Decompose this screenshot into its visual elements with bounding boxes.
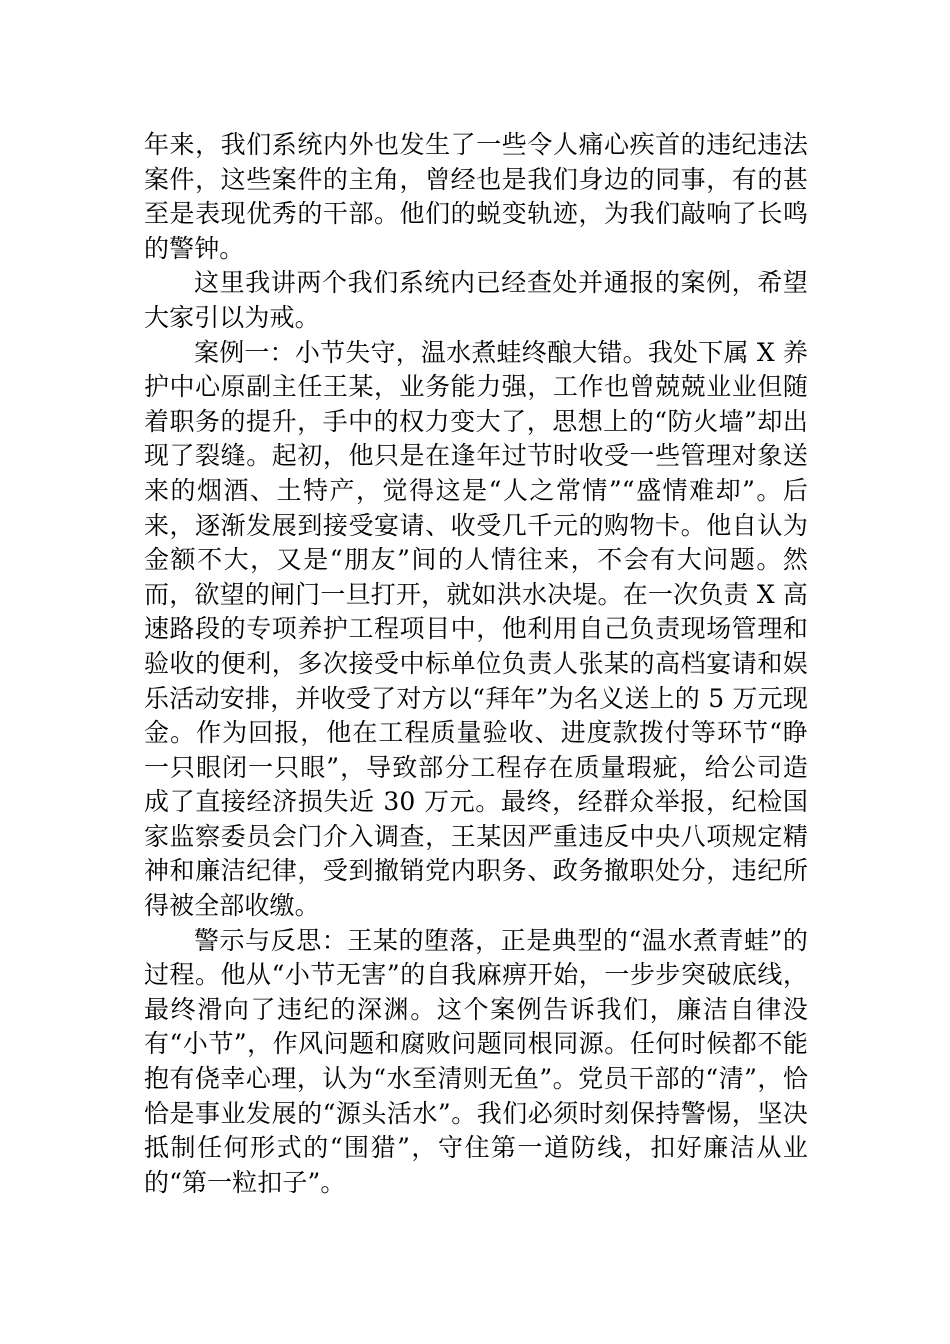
paragraph-case-intro: 这里我讲两个我们系统内已经查处并通报的案例，希望大家引以为戒。 — [144, 268, 808, 332]
paragraph-reflection: 警示与反思：王某的堕落，正是典型的“温水煮青蛙”的过程。他从“小节无害”的自我麻痹开始，一步步突破底线，最终滑向了违纪的深渊。这个案例告诉我们，廉洁自律没有“小节”，作风问题和腐败问题同根同源。任何时候都不能抱有侥幸心理，认为“水至清则无鱼”。党员干部的“清”，恰恰是事业发展的“源头活水”。我们必须时刻保持警惕，坚决抵制任何形式的“围猎”，守住第一道防线，扣好廉洁从业的“第一粒扣子”。 — [144, 925, 808, 1197]
document-body — [144, 128, 808, 1200]
paragraph-case-one: 案例一：小节失守，温水煮蛙终酿大错。我处下属 X 养护中心原副主任王某，业务能力强，工作也曾兢兢业业但随着职务的提升，手中的权力变大了，思想上的“防火墙”却出现了裂缝。起初，他只是在逢年过节时收受一些管理对象送来的烟酒、土特产，觉得这是“人之常情”“盛情难却”。后来，逐渐发展到接受宴请、收受几千元的购物卡。他自认为金额不大，又是“朋友”间的人情往来，不会有大问题。然而，欲望的闸门一旦打开，就如洪水决堤。在一次负责 X 高速路段的专项养护工程项目中，他利用自己负责现场管理和验收的便利，多次接受中标单位负责人张某的高档宴请和娱乐活动安排，并收受了对方以“拜年”为名义送上的 5 万元现金。作为回报，他在工程质量验收、进度款拨付等环节“睁一只眼闭一只眼”，导致部分工程存在质量瑕疵，给公司造成了直接经济损失近 30 万元。最终，经群众举报，纪检国家监察委员会门介入调查，王某因严重违反中央八项规定精神和廉洁纪律，受到撤销党内职务、政务撤职处分，违纪所得被全部收缴。 — [144, 337, 808, 921]
paragraph-intro: 年来，我们系统内外也发生了一些令人痛心疾首的违纪违法案件，这些案件的主角，曾经也是我们身边的同事，有的甚至是表现优秀的干部。他们的蜕变轨迹，为我们敲响了长鸣的警钟。 — [144, 130, 808, 263]
